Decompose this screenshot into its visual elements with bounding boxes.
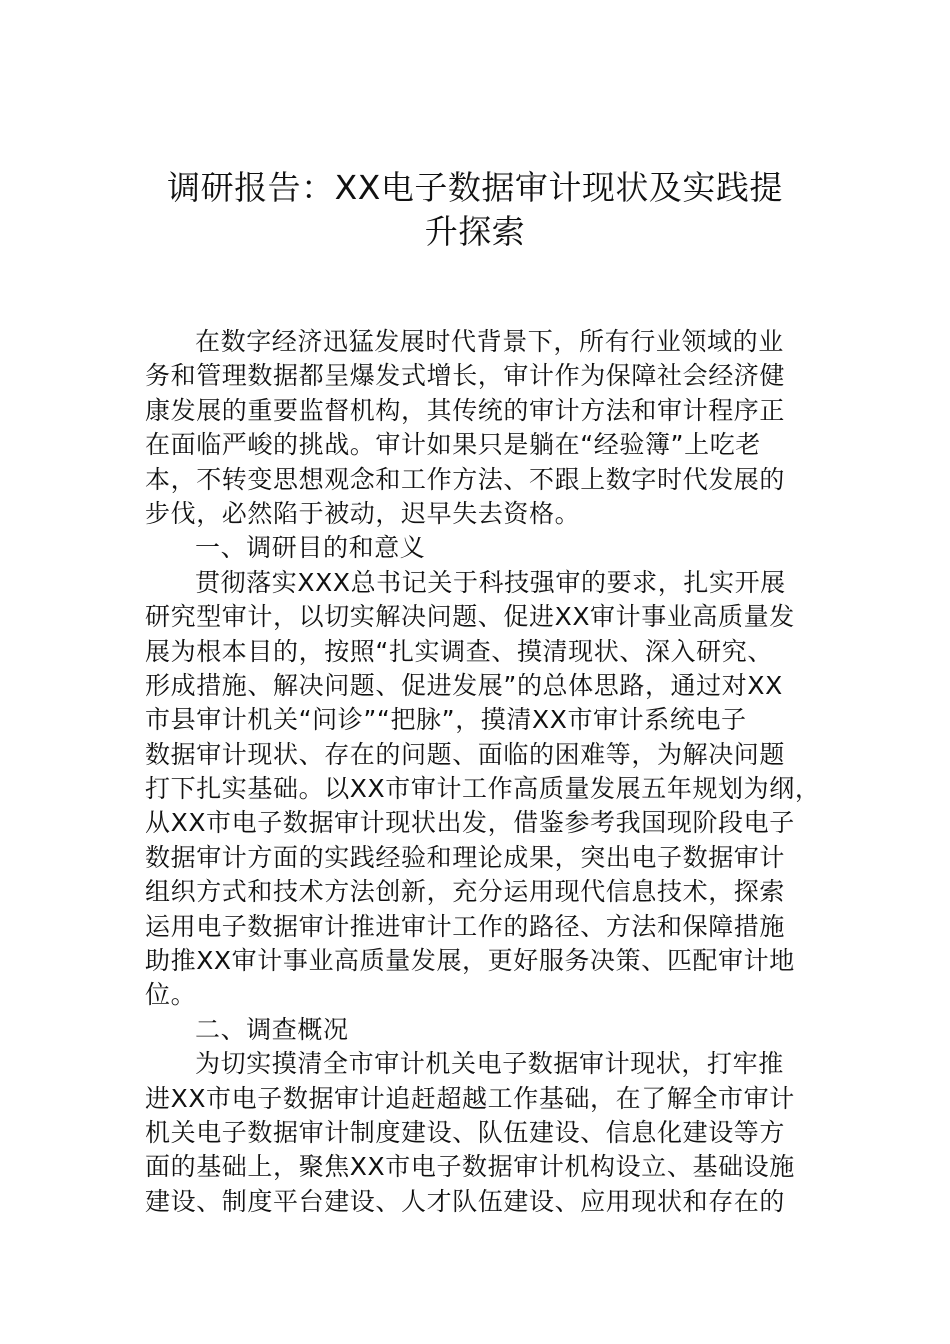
paragraph-line: 务和管理数据都呈爆发式增长，审计作为保障社会经济健 [145,361,786,391]
paragraph-line: 打下扎实基础。以XX市审计工作高质量发展五年规划为纲， [145,774,821,804]
paragraph-line: 本，不转变思想观念和工作方法、不跟上数字时代发展的 [145,464,786,494]
paragraph-line: 贯彻落实XXX总书记关于科技强审的要求，扎实开展 [195,567,786,597]
paragraph-line: 在数字经济迅猛发展时代背景下，所有行业领域的业 [195,327,784,356]
paragraph-line: 数据审计现状、存在的问题、面临的困难等，为解决问题 [145,739,786,769]
document-title-line-1: 调研报告：XX电子数据审计现状及实践提 [167,168,783,207]
paragraph-line: 从XX市电子数据审计现状出发，借鉴参考我国现阶段电子 [145,808,795,838]
paragraph-line: 运用电子数据审计推进审计工作的路径、方法和保障措施 [145,911,786,941]
section-heading-1: 一、调研目的和意义 [195,533,426,563]
paragraph-line: 在面临严峻的挑战。审计如果只是躺在“经验簿”上吃老 [145,430,761,460]
paragraph-line: 为切实摸清全市审计机关电子数据审计现状，打牢推 [195,1049,784,1079]
paragraph-line: 面的基础上，聚焦XX市电子数据审计机构设立、基础设施 [145,1152,795,1182]
paragraph-line: 市县审计机关“问诊”“把脉”，摸清XX市审计系统电子 [145,705,747,735]
paragraph-line: 位。 [145,980,197,1010]
paragraph-line: 康发展的重要监督机构，其传统的审计方法和审计程序正 [145,395,786,425]
paragraph-line: 助推XX审计事业高质量发展，更好服务决策、匹配审计地 [145,946,795,976]
paragraph-line: 建设、制度平台建设、人才队伍建设、应用现状和存在的 [145,1186,786,1216]
paragraph-line: 进XX市电子数据审计追赶超越工作基础，在了解全市审计 [145,1083,795,1113]
document-body [145,325,821,1219]
paragraph-line: 组织方式和技术方法创新，充分运用现代信息技术，探索 [145,877,786,907]
paragraph-line: 展为根本目的，按照“扎实调查、摸清现状、深入研究、 [145,636,773,666]
paragraph-line: 数据审计方面的实践经验和理论成果，突出电子数据审计 [145,842,786,872]
paragraph-line: 步伐，必然陷于被动，迟早失去资格。 [145,498,581,528]
section-heading-2: 二、调查概况 [195,1014,349,1044]
paragraph-line: 研究型审计，以切实解决问题、促进XX审计事业高质量发 [145,602,795,632]
paragraph-line: 机关电子数据审计制度建设、队伍建设、信息化建设等方 [145,1117,786,1147]
paragraph-line: 形成措施、解决问题、促进发展”的总体思路，通过对XX [145,670,783,700]
document-title-line-2: 升探索 [424,212,526,251]
